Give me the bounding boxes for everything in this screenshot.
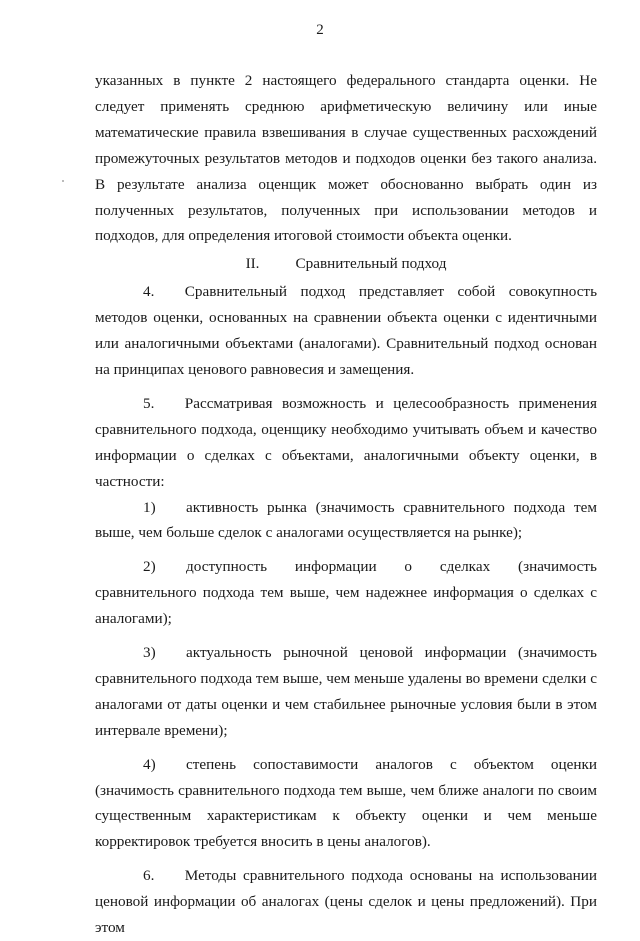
section-number: II. (245, 255, 260, 273)
document-body (95, 68, 597, 941)
paragraph-5: 5. Рассматривая возможность и целесообразность применения сравнительного подхода, оценщику необходимо учитывать объем и качество информации о сделках с объектами, аналогичными объекту оценки, в частности: (95, 394, 597, 490)
list-item-3: 3) актуальность рыночной ценовой информации (значимость сравнительного подхода тем выше, чем меньше удалены во времени сделки с аналогами от даты оценки и чем стабильнее рыночные условия были в этом интервале времени); (95, 644, 597, 739)
scan-artifact (62, 180, 64, 182)
list-item-1: 1) активность рынка (значимость сравнительного подхода тем выше, чем больше сделок с аналогами осуществляется на рынке); (95, 498, 597, 542)
section-title: Сравнительный подход (295, 255, 447, 273)
intro-paragraph: указанных в пункте 2 настоящего федерального стандарта оценки. Не следует применять среднюю арифметическую величину или иные математические правила взвешивания в случае существенных расхождений промежуточных результатов методов и подходов оценки без такого анализа. В результате анализа оценщик может обоснованно выбрать один из полученных результатов, полученных при использовании методов и подходов, для определения итоговой стоимости объекта оценки. (95, 72, 597, 245)
list-item-2: 2) доступность информации о сделках (значимость сравнительного подхода тем выше, чем надежнее информация о сделках с аналогами); (95, 558, 597, 628)
list-item-4: 4) степень сопоставимости аналогов с объектом оценки (значимость сравнительного подхода тем выше, чем ближе аналоги по своим существенным характеристикам к объекту оценки и чем меньше корректировок требуется вносить в цены аналогов). (95, 755, 597, 851)
section-heading (95, 251, 597, 277)
paragraph-4: 4. Сравнительный подход представляет собой совокупность методов оценки, основанных на сравнении объекта оценки с идентичными или аналогичными объектами (аналогами). Сравнительный подход основан на принципах ценового равновесия и замещения. (95, 283, 597, 378)
page-number: 2 (316, 22, 324, 38)
paragraph-6: 6. Методы сравнительного подхода основаны на использовании ценовой информации об аналогах (цены сделок и цены предложений). При этом (95, 867, 597, 937)
